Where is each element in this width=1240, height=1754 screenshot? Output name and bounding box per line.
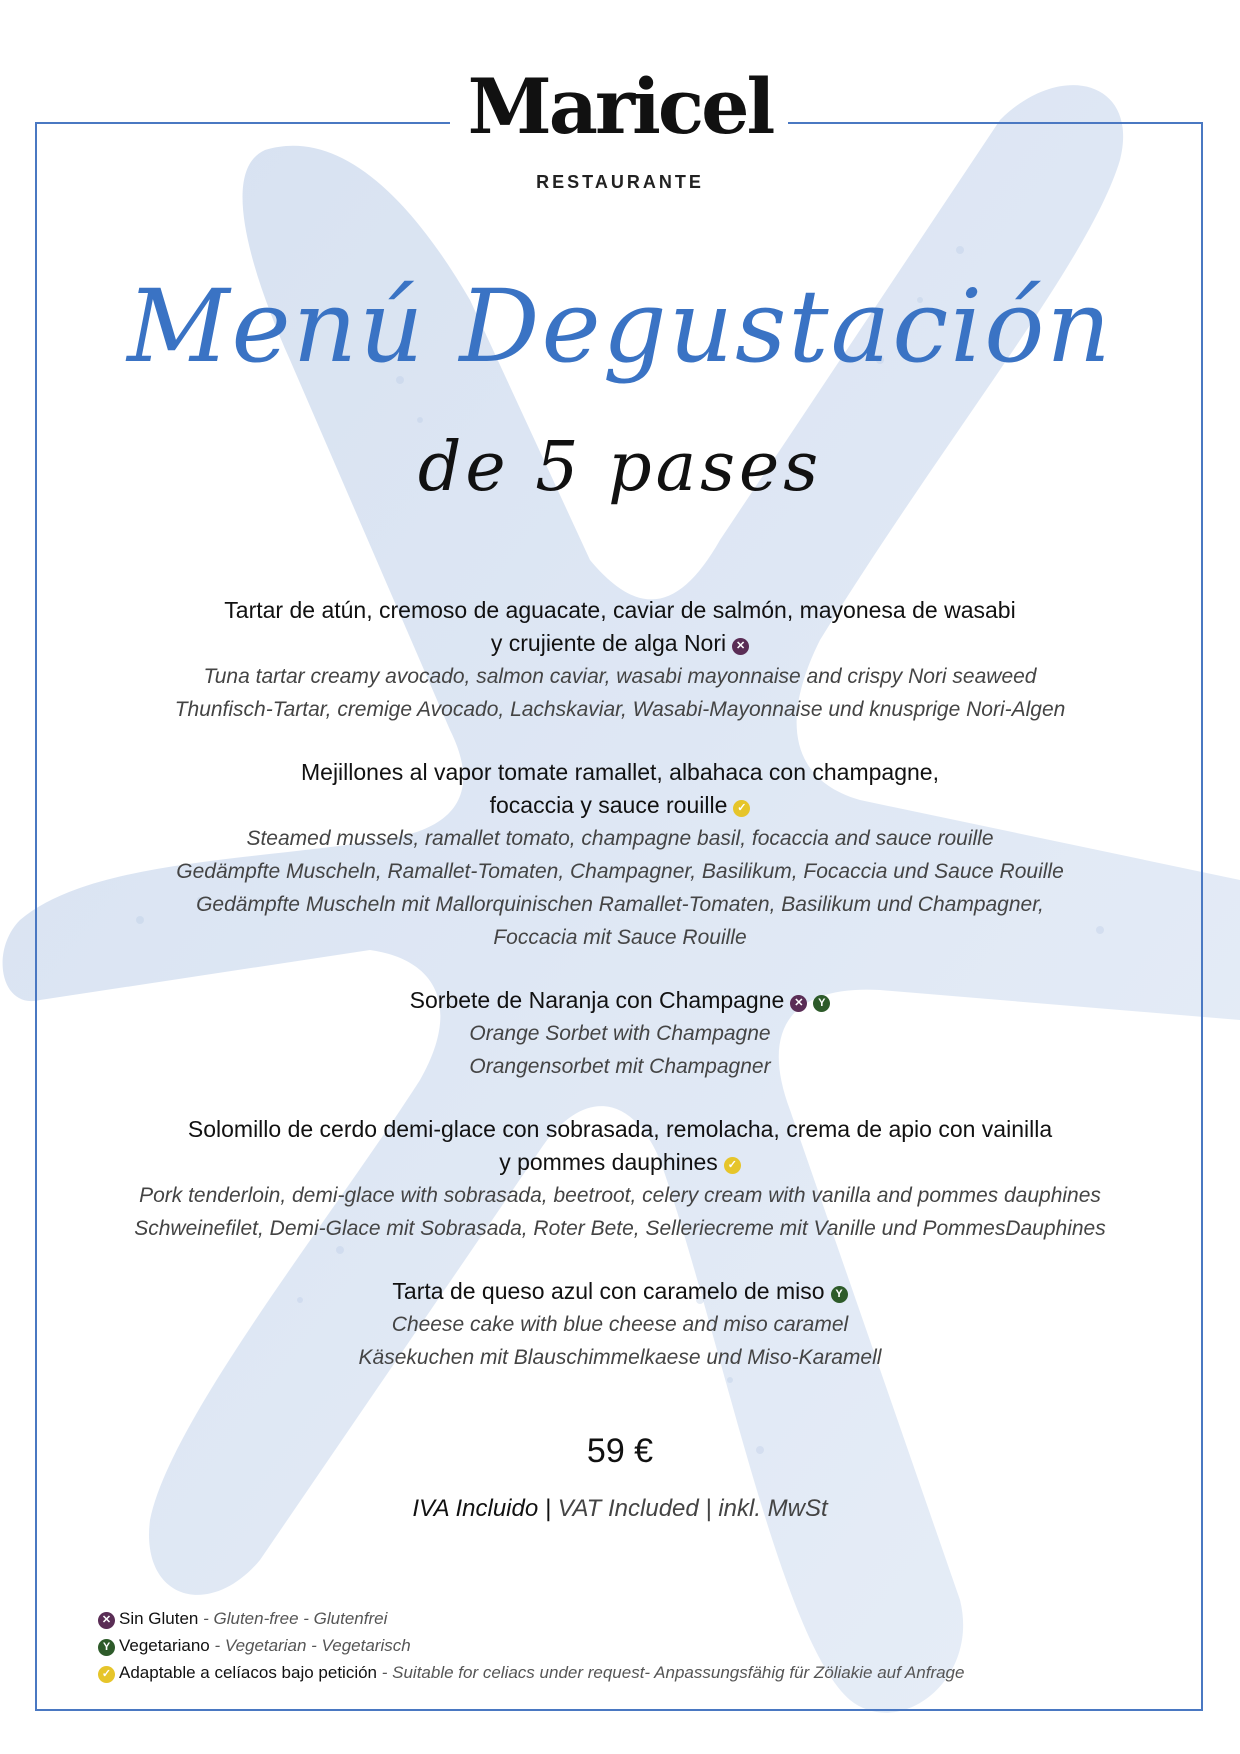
course-name-line: Tartar de atún, cremoso de aguacate, caviar de salmón, mayonesa de wasabi <box>224 597 1016 623</box>
tax-note <box>0 1495 1240 1523</box>
course-translation: Foccacia mit Sauce Rouille <box>493 926 747 949</box>
legend-translation: - Suitable for celiacs under request- Anpassungsfähig für Zöliakie auf Anfrage <box>377 1663 965 1682</box>
gluten-free-icon: ✕ <box>790 995 807 1012</box>
legend-label: Sin Gluten <box>119 1609 199 1628</box>
course-translation: Pork tenderloin, demi-glace with sobrasada, beetroot, celery cream with vanilla and pommes dauphines <box>139 1184 1101 1207</box>
course-translation: Orange Sorbet with Champagne <box>469 1022 771 1045</box>
course-name-line: Tarta de queso azul con caramelo de miso Y <box>80 1275 1160 1308</box>
tax-separator: | <box>544 1495 552 1522</box>
course-translation: Steamed mussels, ramallet tomato, champagne basil, focaccia and sauce rouille <box>246 827 994 850</box>
vegetarian-icon: Y <box>813 995 830 1012</box>
course-translation: Orangensorbet mit Champagner <box>469 1055 771 1078</box>
legend-label: Vegetariano <box>119 1636 210 1655</box>
legend-item <box>98 1632 964 1659</box>
course-translation: Tuna tartar creamy avocado, salmon caviar, wasabi mayonnaise and crispy Nori seaweed <box>203 665 1037 688</box>
course-translation: Cheese cake with blue cheese and miso caramel <box>391 1313 849 1336</box>
course-item <box>80 594 1160 726</box>
legend-translation: - Vegetarian - Vegetarisch <box>209 1636 411 1655</box>
gluten-free-icon: ✕ <box>98 1612 115 1629</box>
course-item <box>80 1113 1160 1245</box>
course-translation: Schweinefilet, Demi-Glace mit Sobrasada, Roter Bete, Selleriecreme mit Vanille und PommesDauphines <box>134 1217 1106 1240</box>
course-translation: Gedämpfte Muscheln, Ramallet-Tomaten, Champagner, Basilikum, Focaccia und Sauce Rouille <box>176 860 1064 883</box>
menu-title: Menú Degustación <box>127 268 1113 385</box>
course-item <box>80 756 1160 954</box>
legend-translation: - Gluten-free - Glutenfrei <box>198 1609 388 1628</box>
menu-price: 59 € <box>586 1432 654 1470</box>
legend-item <box>98 1659 964 1686</box>
course-name-line: Mejillones al vapor tomate ramallet, albahaca con champagne, <box>301 759 939 785</box>
course-translation: Thunfisch-Tartar, cremige Avocado, Lachskaviar, Wasabi-Mayonnaise und knusprige Nori-Algen <box>174 698 1066 721</box>
course-name-line: y pommes dauphines ✓ <box>80 1146 1160 1179</box>
course-name-line: y crujiente de alga Nori ✕ <box>80 627 1160 660</box>
restaurant-subtitle: RESTAURANTE <box>536 172 704 192</box>
course-item <box>80 1275 1160 1374</box>
course-name-line: focaccia y sauce rouille ✓ <box>80 789 1160 822</box>
course-name-line: Solomillo de cerdo demi-glace con sobrasada, remolacha, crema de apio con vainilla <box>187 1116 1053 1142</box>
tax-note-translations: VAT Included | inkl. MwSt <box>557 1495 828 1522</box>
course-translation: Käsekuchen mit Blauschimmelkaese und Miso-Karamell <box>358 1346 882 1369</box>
restaurant-name: Maricel <box>467 62 773 151</box>
celiac-adaptable-icon: ✓ <box>733 800 750 817</box>
vegetarian-icon: Y <box>831 1286 848 1303</box>
legend-label: Adaptable a celíacos bajo petición <box>119 1663 378 1682</box>
course-translation: Gedämpfte Muscheln mit Mallorquinischen Ramallet-Tomaten, Basilikum und Champagner, <box>196 893 1044 916</box>
legend-item <box>98 1605 964 1632</box>
gluten-free-icon: ✕ <box>732 638 749 655</box>
course-item <box>80 984 1160 1083</box>
course-name-line: Sorbete de Naranja con Champagne ✕ Y <box>80 984 1160 1017</box>
vegetarian-icon: Y <box>98 1639 115 1656</box>
celiac-adaptable-icon: ✓ <box>724 1157 741 1174</box>
dietary-legend <box>98 1605 964 1686</box>
celiac-adaptable-icon: ✓ <box>98 1666 115 1683</box>
course-list <box>80 594 1160 1404</box>
tax-note-es: IVA Incluido <box>412 1495 539 1522</box>
menu-subtitle: de 5 pases <box>417 428 823 507</box>
